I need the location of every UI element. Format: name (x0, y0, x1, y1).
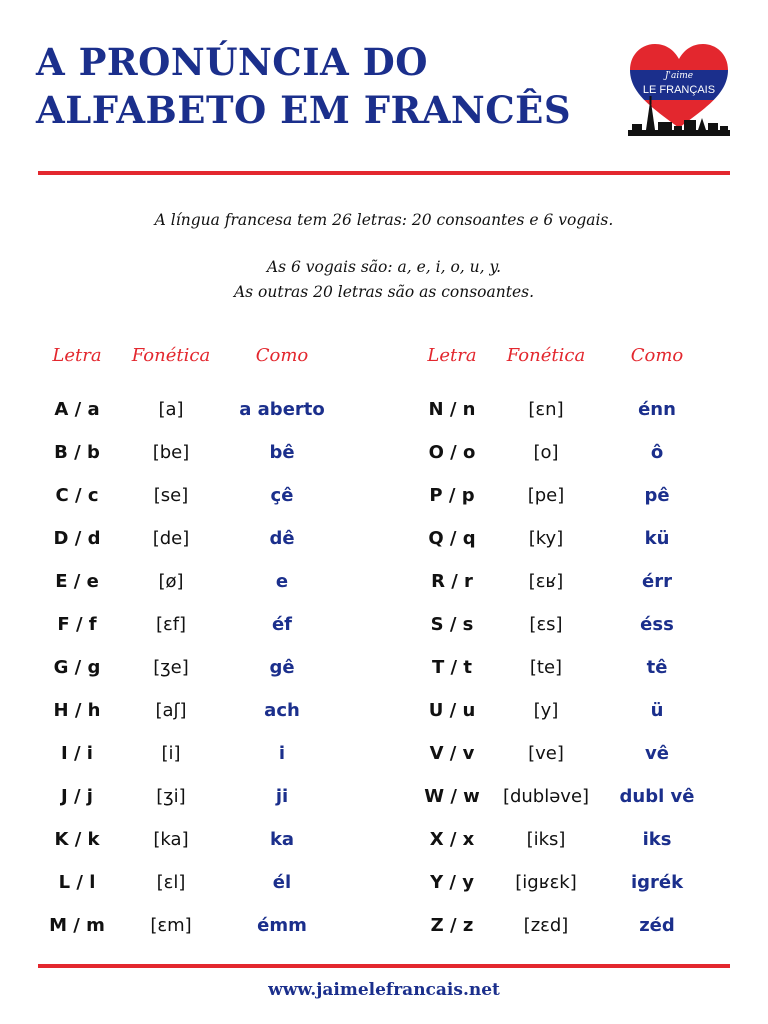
como-cell: ka (269, 829, 295, 850)
phonetic-cell: [ɛf] (155, 614, 187, 635)
como-cell: émm (257, 915, 307, 936)
footer-website-link[interactable]: www.jaimelefrancais.net (268, 980, 500, 1000)
header-como: Como (630, 344, 684, 366)
table-row (38, 775, 358, 818)
como-cell: i (278, 743, 286, 764)
table-row (413, 388, 733, 431)
table-row (38, 904, 358, 947)
phonetic-cell: [zɛd] (523, 915, 569, 936)
letter-cell: K / k (54, 829, 100, 850)
table-row (413, 431, 733, 474)
como-cell: tê (646, 657, 668, 678)
como-cell: dê (269, 528, 295, 549)
phonetic-cell: [ø] (158, 571, 184, 592)
como-cell: ach (264, 700, 300, 721)
table-row (38, 431, 358, 474)
logo-line-1: J'aime (664, 71, 694, 81)
letter-cell: F / f (57, 614, 97, 635)
table-rows (38, 388, 358, 947)
intro-letters-count (0, 208, 768, 233)
letter-cell: V / v (429, 743, 475, 764)
como-cell: éss (640, 614, 674, 635)
phonetic-cell: [ɛs] (529, 614, 563, 635)
letter-cell: Z / z (430, 915, 474, 936)
como-cell: iks (642, 829, 672, 850)
letter-cell: E / e (55, 571, 99, 592)
letter-cell: C / c (55, 485, 99, 506)
letter-cell: X / x (429, 829, 475, 850)
header-como: Como (255, 344, 309, 366)
letter-cell: J / j (61, 786, 93, 807)
table-row (38, 603, 358, 646)
phonetic-cell: [dubləve] (502, 786, 590, 807)
phonetic-cell: [se] (153, 485, 189, 506)
como-cell: gê (269, 657, 295, 678)
table-row (38, 560, 358, 603)
table-row (413, 517, 733, 560)
como-cell: vê (645, 743, 669, 764)
como-cell: a aberto (239, 399, 325, 420)
table-row (38, 388, 358, 431)
phonetic-cell: [ɛʁ] (528, 571, 564, 592)
phonetic-cell: [ʒe] (153, 657, 189, 678)
como-cell: ji (275, 786, 289, 807)
phonetic-cell: [y] (533, 700, 559, 721)
table-row (38, 646, 358, 689)
letter-cell: H / h (53, 700, 101, 721)
table-row (38, 689, 358, 732)
table-row (38, 474, 358, 517)
phonetic-cell: [ɛm] (150, 915, 192, 936)
table-row (38, 818, 358, 861)
table-row (413, 818, 733, 861)
como-cell: bê (269, 442, 295, 463)
table-row (413, 689, 733, 732)
como-cell: ü (650, 700, 664, 721)
letter-cell: S / s (430, 614, 474, 635)
bottom-divider (38, 964, 730, 968)
table-row (38, 861, 358, 904)
phonetic-cell: [iks] (526, 829, 566, 850)
phonetic-cell: [ɛn] (528, 399, 564, 420)
header-phonetic: Fonética (506, 344, 586, 366)
alphabet-table-right (413, 340, 733, 947)
table-row (413, 646, 733, 689)
letter-cell: A / a (54, 399, 100, 420)
letter-cell: T / t (432, 657, 472, 678)
table-header (38, 340, 358, 370)
table-row (38, 517, 358, 560)
como-cell: e (275, 571, 289, 592)
letter-cell: I / i (61, 743, 93, 764)
como-cell: él (272, 872, 292, 893)
intro-vowels (0, 255, 768, 305)
table-row (38, 732, 358, 775)
table-row (413, 732, 733, 775)
letter-cell: R / r (431, 571, 473, 592)
top-divider (38, 171, 730, 175)
como-cell: çê (270, 485, 294, 506)
letter-cell: P / p (429, 485, 475, 506)
jaime-le-francais-logo (626, 40, 732, 140)
table-row (413, 560, 733, 603)
letter-cell: B / b (54, 442, 100, 463)
phonetic-cell: [i] (161, 743, 181, 764)
letter-cell: M / m (49, 915, 105, 936)
table-rows (413, 388, 733, 947)
como-cell: ô (650, 442, 664, 463)
como-cell: kü (644, 528, 670, 549)
intro-sentence-2: As 6 vogais são: a, e, i, o, u, y. (266, 258, 502, 276)
title-line-1: A PRONÚNCIA DO (36, 40, 428, 84)
como-cell: zéd (639, 915, 675, 936)
table-row (413, 474, 733, 517)
intro-sentence-1: A língua francesa tem 26 letras: 20 consoantes e 6 vogais. (154, 211, 614, 229)
letter-cell: U / u (428, 700, 476, 721)
phonetic-cell: [o] (533, 442, 559, 463)
como-cell: pê (644, 485, 670, 506)
letter-cell: O / o (428, 442, 476, 463)
letter-cell: L / l (58, 872, 96, 893)
letter-cell: Q / q (428, 528, 476, 549)
table-row (413, 904, 733, 947)
phonetic-cell: [igʁɛk] (515, 872, 577, 893)
alphabet-table-left (38, 340, 358, 947)
phonetic-cell: [te] (529, 657, 563, 678)
como-cell: éf (271, 614, 293, 635)
page-title (36, 38, 571, 134)
letter-cell: G / g (53, 657, 101, 678)
header-letter: Letra (52, 344, 102, 366)
table-header (413, 340, 733, 370)
title-line-2: ALFABETO EM FRANCÊS (36, 88, 572, 132)
phonetic-cell: [a] (158, 399, 184, 420)
letter-cell: N / n (428, 399, 476, 420)
phonetic-cell: [ka] (153, 829, 189, 850)
phonetic-cell: [ve] (528, 743, 564, 764)
como-cell: dubl vê (619, 786, 695, 807)
phonetic-cell: [ky] (528, 528, 564, 549)
logo-line-2: LE FRANÇAIS (642, 84, 716, 96)
intro-sentence-3: As outras 20 letras são as consoantes. (233, 283, 535, 301)
header-letter: Letra (427, 344, 477, 366)
como-cell: igrék (630, 872, 684, 893)
table-row (413, 603, 733, 646)
letter-cell: D / d (53, 528, 101, 549)
header-phonetic: Fonética (131, 344, 211, 366)
phonetic-cell: [aʃ] (155, 700, 187, 721)
letter-cell: Y / y (430, 872, 474, 893)
phonetic-cell: [ɛl] (156, 872, 186, 893)
como-cell: érr (642, 571, 672, 592)
phonetic-cell: [pe] (527, 485, 565, 506)
letter-cell: W / w (424, 786, 480, 807)
phonetic-cell: [be] (152, 442, 190, 463)
table-row (413, 775, 733, 818)
phonetic-cell: [ʒi] (156, 786, 186, 807)
como-cell: énn (638, 399, 676, 420)
table-row (413, 861, 733, 904)
phonetic-cell: [de] (152, 528, 190, 549)
